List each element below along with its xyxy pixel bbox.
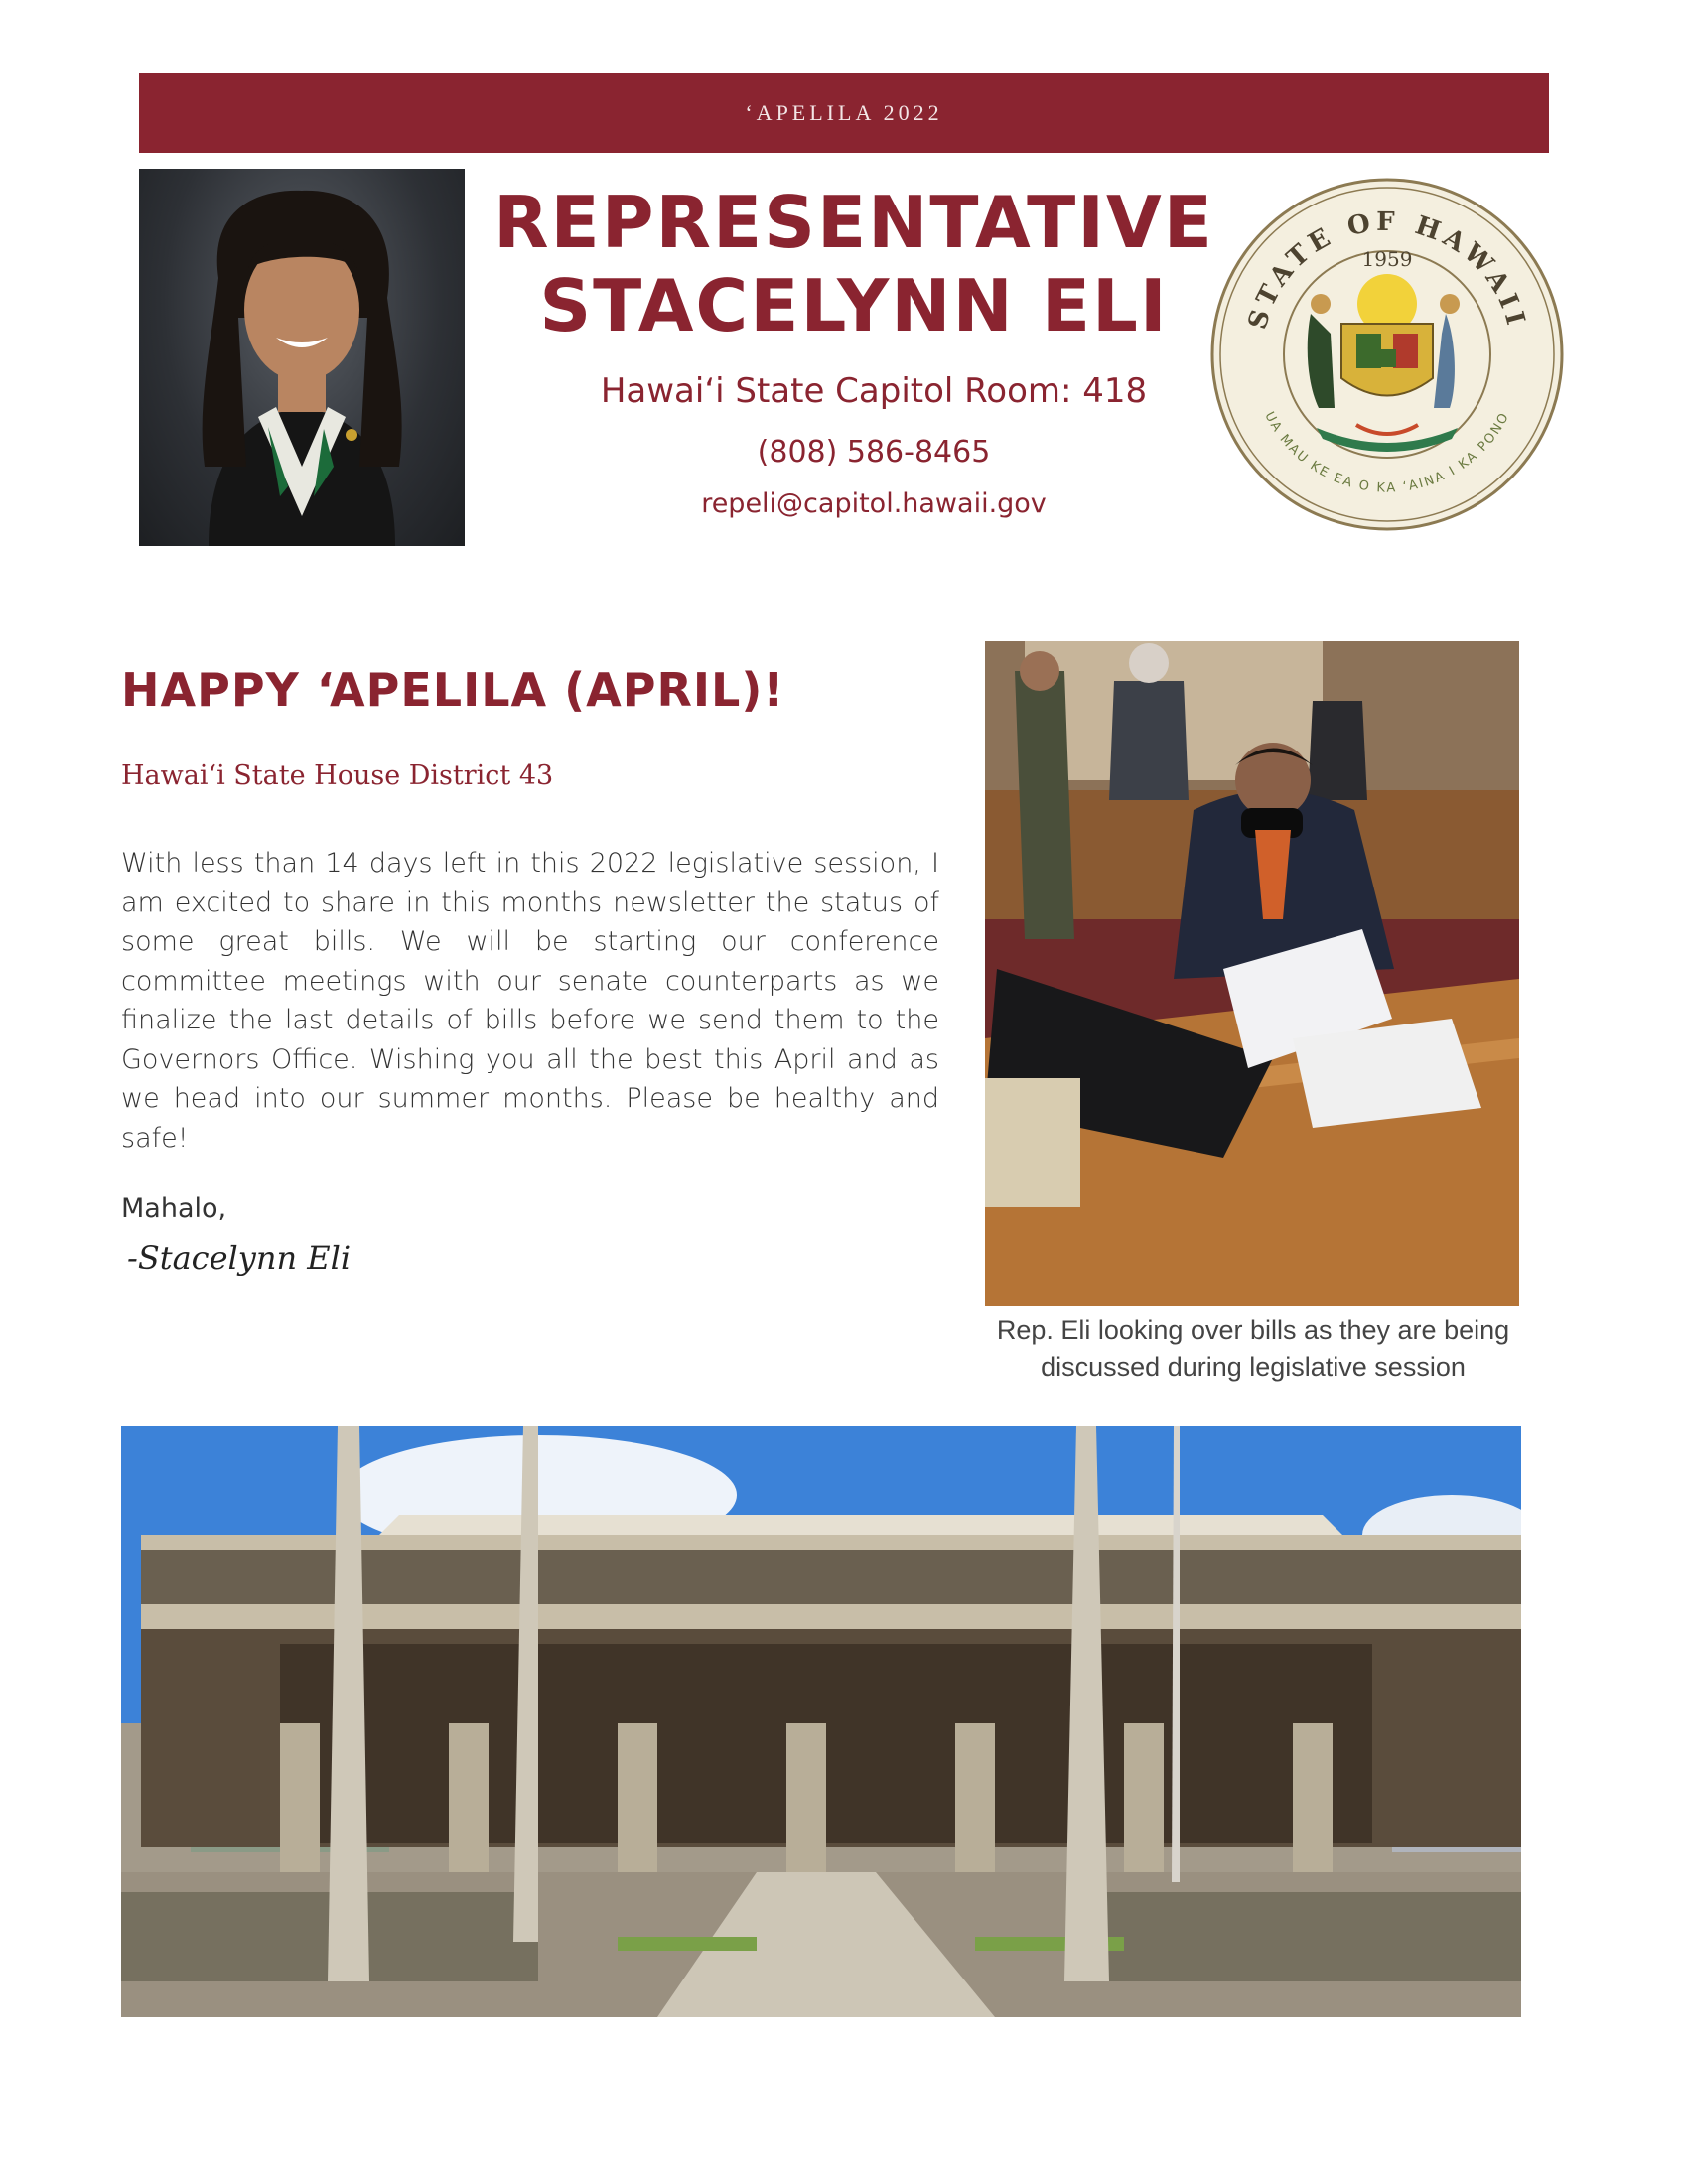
- legislative-session-photo: [985, 641, 1519, 1306]
- district-subheading: Hawai‘i State House District 43: [121, 760, 554, 791]
- representative-portrait: [139, 169, 465, 546]
- office-phone: (808) 586-8465: [757, 435, 991, 470]
- representative-name-title: [487, 181, 1221, 347]
- state-capitol-photo: [121, 1426, 1521, 2017]
- closing-text: Mahalo,: [121, 1193, 227, 1224]
- signature: -Stacelynn Eli: [127, 1239, 352, 1277]
- date-banner: [139, 73, 1549, 153]
- title-line-2: STACELYNN ELI: [539, 264, 1169, 347]
- caption-line-2: discussed during legislative session: [1041, 1352, 1466, 1382]
- office-room: Hawai‘i State Capitol Room: 418: [600, 371, 1148, 411]
- state-seal-icon: [1207, 175, 1567, 534]
- seal-motto: UA MAU KE EA O KA ʻAINA I KA PONO: [1261, 409, 1513, 496]
- seal-top-text: STATE OF HAWAII: [1242, 206, 1532, 333]
- office-email: repeli@capitol.hawaii.gov: [701, 488, 1047, 519]
- banner-text: ‘APELILA 2022: [745, 100, 943, 125]
- title-line-1: REPRESENTATIVE: [493, 181, 1214, 264]
- article-body: With less than 14 days left in this 2022 legislative session, I am excited to share in this months newsletter the status of some great bills. We will be starting our conference committee meetings with our senate counterparts as we finalize the last details of bills before we send them to the Governors Office. Wishing you all the best this April and as we head into our summer months. Please be healthy and safe!: [121, 848, 939, 1154]
- caption-line-1: Rep. Eli looking over bills as they are being: [996, 1315, 1510, 1345]
- seal-year: 1959: [1361, 247, 1413, 271]
- article-heading: HAPPY ‘APELILA (APRIL)!: [121, 663, 785, 717]
- session-photo-caption: [979, 1312, 1527, 1386]
